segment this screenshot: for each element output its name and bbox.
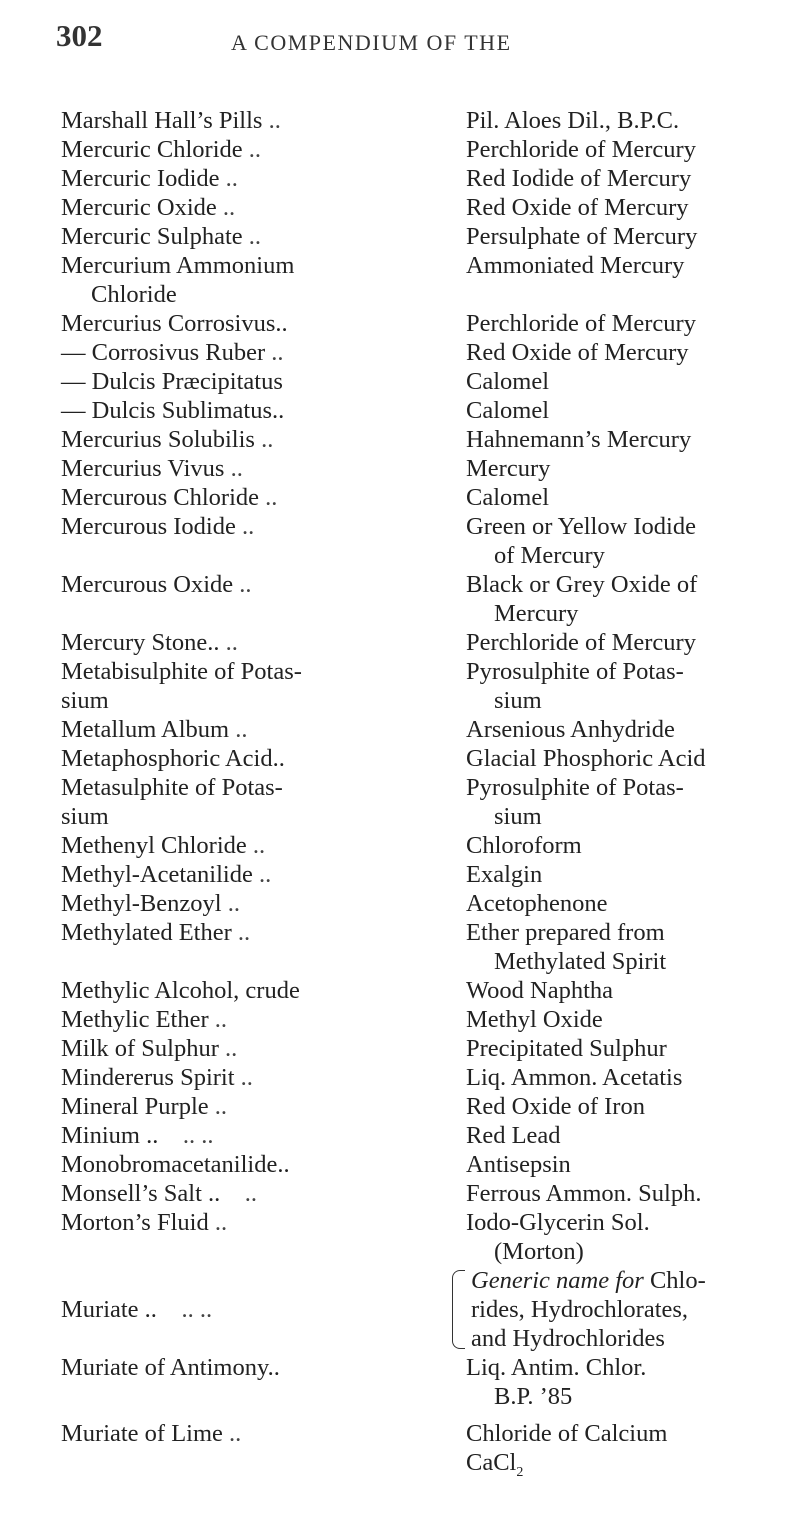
generic-text: and Hydrochlorides (471, 1325, 665, 1352)
entry-synonym: Red Oxide of Mercury (466, 194, 689, 221)
entry (61, 1092, 776, 1121)
entry-synonym: Pil. Aloes Dil., B.P.C. (466, 107, 680, 134)
entry-synonym: Persulphate of Mercury (466, 223, 698, 250)
page-number: 302 (56, 18, 103, 53)
entry (61, 222, 776, 251)
entry-synonym: Methyl Oxide (466, 1006, 603, 1033)
entry-synonym-continuation: (Morton) (494, 1238, 584, 1265)
entry (61, 483, 776, 512)
entry (61, 860, 776, 889)
leader-dots: .. (244, 1180, 258, 1207)
chemical-formula: CaCl (466, 1449, 517, 1476)
leader-dots: .. (237, 919, 251, 946)
entry-synonym-continuation: of Mercury (494, 542, 605, 569)
entry-term: Muriate .. (61, 1296, 157, 1323)
entry-term: Morton’s Fluid (61, 1209, 209, 1236)
entry-synonym: Pyrosulphite of Potas- (466, 658, 684, 685)
entry-synonym: Glacial Phosphoric Acid (466, 745, 706, 772)
entry (61, 976, 776, 1005)
entry (61, 657, 776, 715)
generic-label: Generic name for (471, 1267, 644, 1294)
entry (61, 251, 776, 309)
entry-term: Mercuric Chloride (61, 136, 243, 163)
entry-synonym-continuation: Mercury (494, 600, 579, 627)
entry-term: Mercury Stone.. (61, 629, 220, 656)
entry-synonym: Exalgin (466, 861, 543, 888)
entry (61, 1063, 776, 1092)
entry (61, 1121, 776, 1150)
entry-synonym: Red Oxide of Mercury (466, 339, 689, 366)
leader-dots: .. (271, 339, 284, 366)
leader-dots: .. (239, 571, 252, 598)
entry-term: Muriate of Lime (61, 1420, 223, 1447)
entry-term: Methyl-Acetanilide (61, 861, 253, 888)
entry-synonym: Pyrosulphite of Potas- (466, 774, 684, 801)
entry-synonym: Red Iodide of Mercury (466, 165, 692, 192)
entry (61, 1005, 776, 1034)
entry (61, 628, 776, 657)
entry-term: Metasulphite of Potas- (61, 774, 283, 801)
entry-synonym: Iodo-Glycerin Sol. (466, 1209, 650, 1236)
entry-term: Methenyl Chloride (61, 832, 247, 859)
entry-synonym: Perchloride of Mercury (466, 136, 696, 163)
entry (61, 773, 776, 831)
formula-subscript: 2 (516, 1464, 524, 1480)
generic-text: Chlo- (649, 1267, 706, 1294)
leader-dots: .. .. (181, 1296, 213, 1323)
leader-dots: .. (222, 194, 236, 221)
leader-dots: .. (252, 832, 266, 859)
entry-term: Mercurous Chloride (61, 484, 259, 511)
entry-term: Methyl-Benzoyl (61, 890, 222, 917)
entry-synonym: Antisepsin (466, 1151, 571, 1178)
entry (61, 831, 776, 860)
entry-term-continuation: Chloride (91, 281, 177, 308)
entry (61, 889, 776, 918)
entry (61, 1208, 776, 1266)
entry-term-continuation: sium (61, 687, 109, 714)
entry-term: — Dulcis Sublimatus.. (61, 397, 285, 424)
entry-term: Milk of Sulphur (61, 1035, 219, 1062)
entry-synonym: Calomel (466, 484, 550, 511)
entry-synonym: Wood Naphtha (466, 977, 614, 1004)
running-title: A COMPENDIUM OF THE (231, 30, 512, 55)
entry-synonym: Perchloride of Mercury (466, 310, 696, 337)
entry-synonym: Precipitated Sulphur (466, 1035, 667, 1062)
entry-synonym: Green or Yellow Iodide (466, 513, 696, 540)
entry-term: — Corrosivus Ruber (61, 339, 266, 366)
entry (61, 338, 776, 367)
entry-term: Metaphosphoric Acid.. (61, 745, 285, 772)
entry-synonym: Liq. Antim. Chlor. (466, 1354, 647, 1381)
entry-synonym: Red Oxide of Iron (466, 1093, 645, 1120)
entry-synonym: Calomel (466, 368, 550, 395)
entry-synonym: Ferrous Ammon. Sulph. (466, 1180, 702, 1207)
entry-term: Mercurium Ammonium (61, 252, 295, 279)
leader-dots: .. (214, 1006, 228, 1033)
leader-dots: .. (241, 513, 255, 540)
leader-dots: .. (265, 484, 278, 511)
entry-term: Mindererus Spirit (61, 1064, 235, 1091)
leader-dots: .. (248, 223, 262, 250)
entry (61, 193, 776, 222)
entry (61, 106, 776, 135)
entry (61, 744, 776, 773)
entry-term: Metallum Album (61, 716, 230, 743)
entry-term: — Dulcis Præcipitatus (61, 368, 283, 395)
entry-synonym: Ether prepared from (466, 919, 665, 946)
leader-dots: .. (214, 1209, 228, 1236)
generic-text: rides, Hydrochlorates, (471, 1296, 689, 1323)
entry-term: Mercuric Iodide (61, 165, 220, 192)
entry (61, 454, 776, 483)
entry (61, 570, 776, 628)
leader-dots: .. (230, 455, 243, 482)
entry (61, 715, 776, 744)
entry-synonym: Mercury (466, 455, 551, 482)
entry-term: Minium .. (61, 1122, 159, 1149)
leader-dots: .. (240, 1064, 253, 1091)
page-header (56, 18, 760, 58)
entry-term: Mercuric Sulphate (61, 223, 243, 250)
entry-term: Mercurous Iodide (61, 513, 236, 540)
entry-term: Methylated Ether (61, 919, 232, 946)
leader-dots: .. (235, 716, 248, 743)
leader-dots: .. (229, 1420, 242, 1447)
entry-term: Muriate of Antimony.. (61, 1354, 280, 1381)
entry (61, 396, 776, 425)
entry (61, 309, 776, 338)
entry-synonym: Liq. Ammon. Acetatis (466, 1064, 683, 1091)
entry-synonym-continuation: sium (494, 687, 542, 714)
entry-term: Mineral Purple (61, 1093, 209, 1120)
entry (61, 918, 776, 976)
entry-synonym: Acetophenone (466, 890, 608, 917)
entry (61, 135, 776, 164)
leader-dots: .. .. (182, 1122, 214, 1149)
entry (61, 1150, 776, 1179)
entry-term: Mercurius Corrosivus.. (61, 310, 288, 337)
entry-term: Methylic Ether (61, 1006, 209, 1033)
entry (61, 512, 776, 570)
entry-synonym: Arsenious Anhydride (466, 716, 675, 743)
leader-dots: .. (261, 426, 274, 453)
leader-dots: .. (214, 1093, 228, 1120)
entry-term: Metabisulphite of Potas- (61, 658, 302, 685)
leader-dots: .. (225, 1035, 238, 1062)
entry-term: Mercurous Oxide (61, 571, 234, 598)
entry-synonym: Red Lead (466, 1122, 561, 1149)
entry-synonym-continuation: sium (494, 803, 542, 830)
entry-synonym-continuation: B.P. ’85 (494, 1383, 573, 1410)
entry-term: Monsell’s Salt .. (61, 1180, 221, 1207)
entry (61, 1419, 776, 1487)
entry-term: Mercuric Oxide (61, 194, 217, 221)
entry-synonym: Hahnemann’s Mercury (466, 426, 692, 453)
entry-synonym-continuation: Methylated Spirit (494, 948, 667, 975)
leader-dots: .. (258, 861, 272, 888)
entry-term: Monobromacetanilide.. (61, 1151, 290, 1178)
entries-list (61, 106, 776, 1487)
leader-dots: .. (225, 165, 238, 192)
leader-dots: .. (248, 136, 262, 163)
entry-synonym: Ammoniated Mercury (466, 252, 685, 279)
entry-synonym: Perchloride of Mercury (466, 629, 696, 656)
entry-synonym: Calomel (466, 397, 550, 424)
curly-brace (452, 1270, 465, 1349)
entry-synonym-continuation (466, 1448, 776, 1487)
leader-dots: .. (225, 629, 238, 656)
entry (61, 164, 776, 193)
entry (61, 1034, 776, 1063)
entry (61, 425, 776, 454)
entry (61, 1179, 776, 1208)
entry (61, 1353, 776, 1411)
leader-dots: .. (268, 107, 281, 134)
entry-term-continuation: sium (61, 803, 109, 830)
entry-muriate (61, 1266, 776, 1353)
entry-term: Mercurius Vivus (61, 455, 225, 482)
entry-term: Methylic Alcohol, crude (61, 977, 300, 1004)
leader-dots: .. (227, 890, 240, 917)
entry-term: Marshall Hall’s Pills (61, 107, 263, 134)
entry (61, 367, 776, 396)
entry-synonym: Chloride of Calcium (466, 1420, 668, 1447)
entry-synonym: Chloroform (466, 832, 582, 859)
entry-term: Mercurius Solubilis (61, 426, 255, 453)
entry-synonym: Black or Grey Oxide of (466, 571, 698, 598)
